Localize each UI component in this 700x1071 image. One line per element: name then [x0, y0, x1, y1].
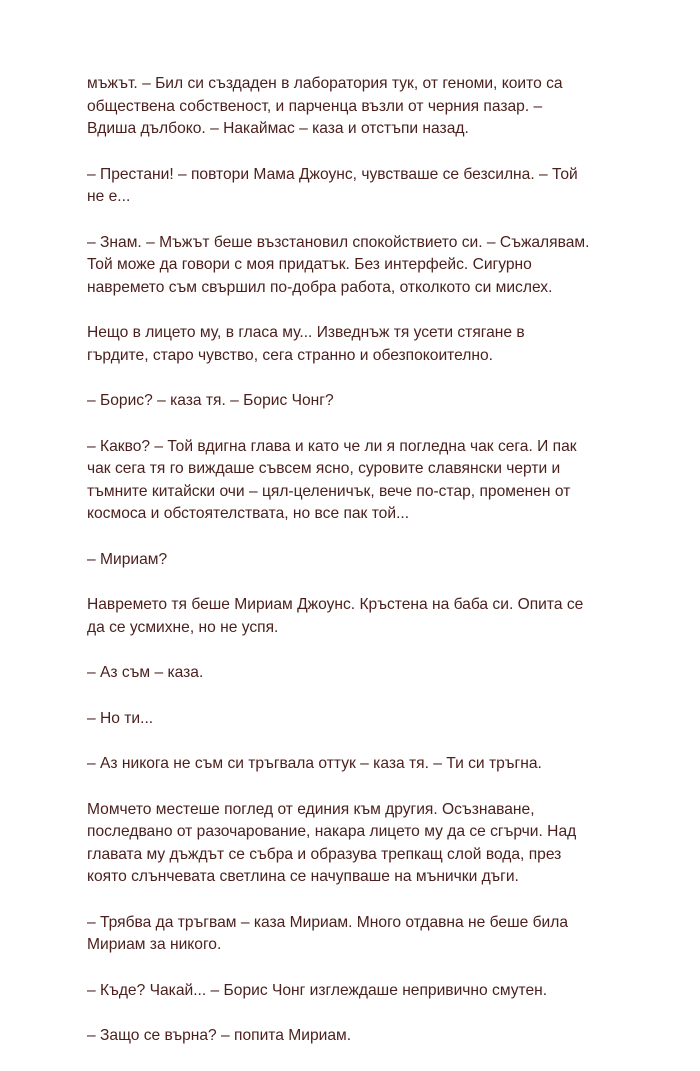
paragraph: [87, 799, 677, 889]
text-line: – Престани! – повтори Мама Джоунс, чувстваше се безсилна. – Той: [87, 165, 578, 183]
paragraph: [87, 980, 677, 1003]
document-page: [87, 73, 677, 1071]
paragraph: [87, 594, 677, 639]
text-line: – Аз никога не съм си тръгвала оттук – каза тя. – Ти си тръгна.: [87, 755, 542, 772]
text-line: – Какво? – Той вдигна глава и като че ли я погледна чак сега. И пак: [87, 437, 577, 455]
text-line: тъмните китайски очи – цял-целеничък, вече по-стар, променен от: [87, 482, 571, 500]
text-line: Той може да говори с моя придатък. Без интерфейс. Сигурно: [87, 256, 532, 273]
text-line: гърдите, старо чувство, сега странно и обезпокоително.: [87, 346, 494, 364]
text-line: – Но ти...: [87, 709, 154, 727]
paragraph: [87, 232, 677, 300]
text-line: навремето съм свършил по-добра работа, отколкото си мислех.: [87, 278, 553, 296]
paragraph: [87, 73, 677, 141]
text-line: чак сега тя го виждаше съвсем ясно, суровите славянски черти и: [87, 460, 561, 477]
text-line: – Мириам?: [87, 550, 168, 568]
text-line: – Знам. – Мъжът беше възстановил спокойствието си. – Съжалявам.: [87, 233, 590, 251]
text-line: не е...: [87, 188, 131, 205]
text-line: обществена собственост, и парченца възли от черния пазар. –: [87, 97, 543, 115]
paragraph: [87, 753, 677, 776]
text-line: космоса и обстоятелствата, но все пак той...: [87, 505, 410, 522]
text-line: Нещо в лицето му, в гласа му... Изведнъж тя усети стягане в: [87, 324, 525, 341]
paragraph: [87, 436, 677, 526]
paragraph: [87, 708, 677, 731]
text-line: Момчето местеше поглед от единия към другия. Осъзнаване,: [87, 800, 535, 818]
text-line: – Трябва да тръгвам – каза Мириам. Много отдавна не беше била: [87, 913, 569, 931]
paragraph: [87, 662, 677, 685]
paragraph: [87, 1025, 677, 1048]
text-line: последвано от разочарование, накара лицето му да се сгърчи. Над: [87, 823, 577, 840]
paragraph: [87, 164, 677, 209]
paragraph: [87, 322, 677, 367]
paragraph: [87, 549, 677, 572]
text-line: главата му дъждът се събра и образува трепкащ слой вода, през: [87, 845, 562, 863]
text-line: – Аз съм – каза.: [87, 664, 204, 681]
paragraph: [87, 390, 677, 413]
text-line: Навремето тя беше Мириам Джоунс. Кръстена на баба си. Опита се: [87, 596, 584, 613]
text-line: Мириам за никого.: [87, 936, 222, 953]
text-line: Вдиша дълбоко. – Накаймас – каза и отстъпи назад.: [87, 120, 469, 137]
text-line: мъжът. – Бил си създаден в лаборатория тук, от геноми, които са: [87, 75, 563, 92]
text-line: която слънчевата светлина се начупваше на мънички дъги.: [87, 868, 519, 885]
text-line: да се усмихне, но не успя.: [87, 618, 279, 636]
text-line: – Къде? Чакай... – Борис Чонг изглеждаше непривично смутен.: [87, 981, 548, 999]
text-line: – Защо се върна? – попита Мириам.: [87, 1027, 352, 1044]
text-line: – Борис? – каза тя. – Борис Чонг?: [87, 392, 334, 409]
paragraph: [87, 912, 677, 957]
